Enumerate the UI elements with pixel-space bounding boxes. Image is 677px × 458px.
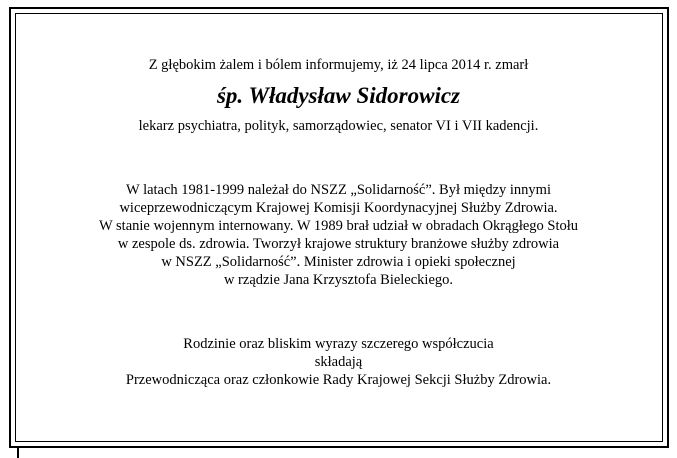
biography-paragraph xyxy=(13,181,664,289)
biography-line: w NSZZ „Solidarność”. Minister zdrowia i opieki społecznej xyxy=(161,254,516,270)
biography-line: W stanie wojennym internowany. W 1989 brał udział w obradach Okrągłego Stołu xyxy=(98,218,579,234)
role-line: lekarz psychiatra, polityk, samorządowiec, senator VI i VII kadencji. xyxy=(138,118,539,134)
biography-line: w zespole ds. zdrowia. Tworzył krajowe struktury branżowe służby zdrowia xyxy=(117,236,560,252)
biography-line: W latach 1981-1999 należał do NSZZ „Solidarność”. Był między innymi xyxy=(126,182,551,198)
obituary-content xyxy=(13,56,664,389)
deceased-name: śp. Władysław Sidorowicz xyxy=(216,83,461,108)
intro-line: Z głębokim żalem i bólem informujemy, iż 24 lipca 2014 r. zmarł xyxy=(148,57,529,73)
condolence-signature: Przewodnicząca oraz członkowie Rady Krajowej Sekcji Służby Zdrowia. xyxy=(125,372,552,388)
condolence-line: składają xyxy=(314,354,363,370)
biography-line: wiceprzewodniczącym Krajowej Komisji Koordynacyjnej Służby Zdrowia. xyxy=(119,200,558,216)
condolence-paragraph xyxy=(13,335,664,389)
border-tick-mark xyxy=(17,447,19,458)
biography-line: w rządzie Jana Krzysztofa Bieleckiego. xyxy=(223,272,454,288)
condolence-line: Rodzinie oraz bliskim wyrazy szczerego współczucia xyxy=(183,336,494,352)
